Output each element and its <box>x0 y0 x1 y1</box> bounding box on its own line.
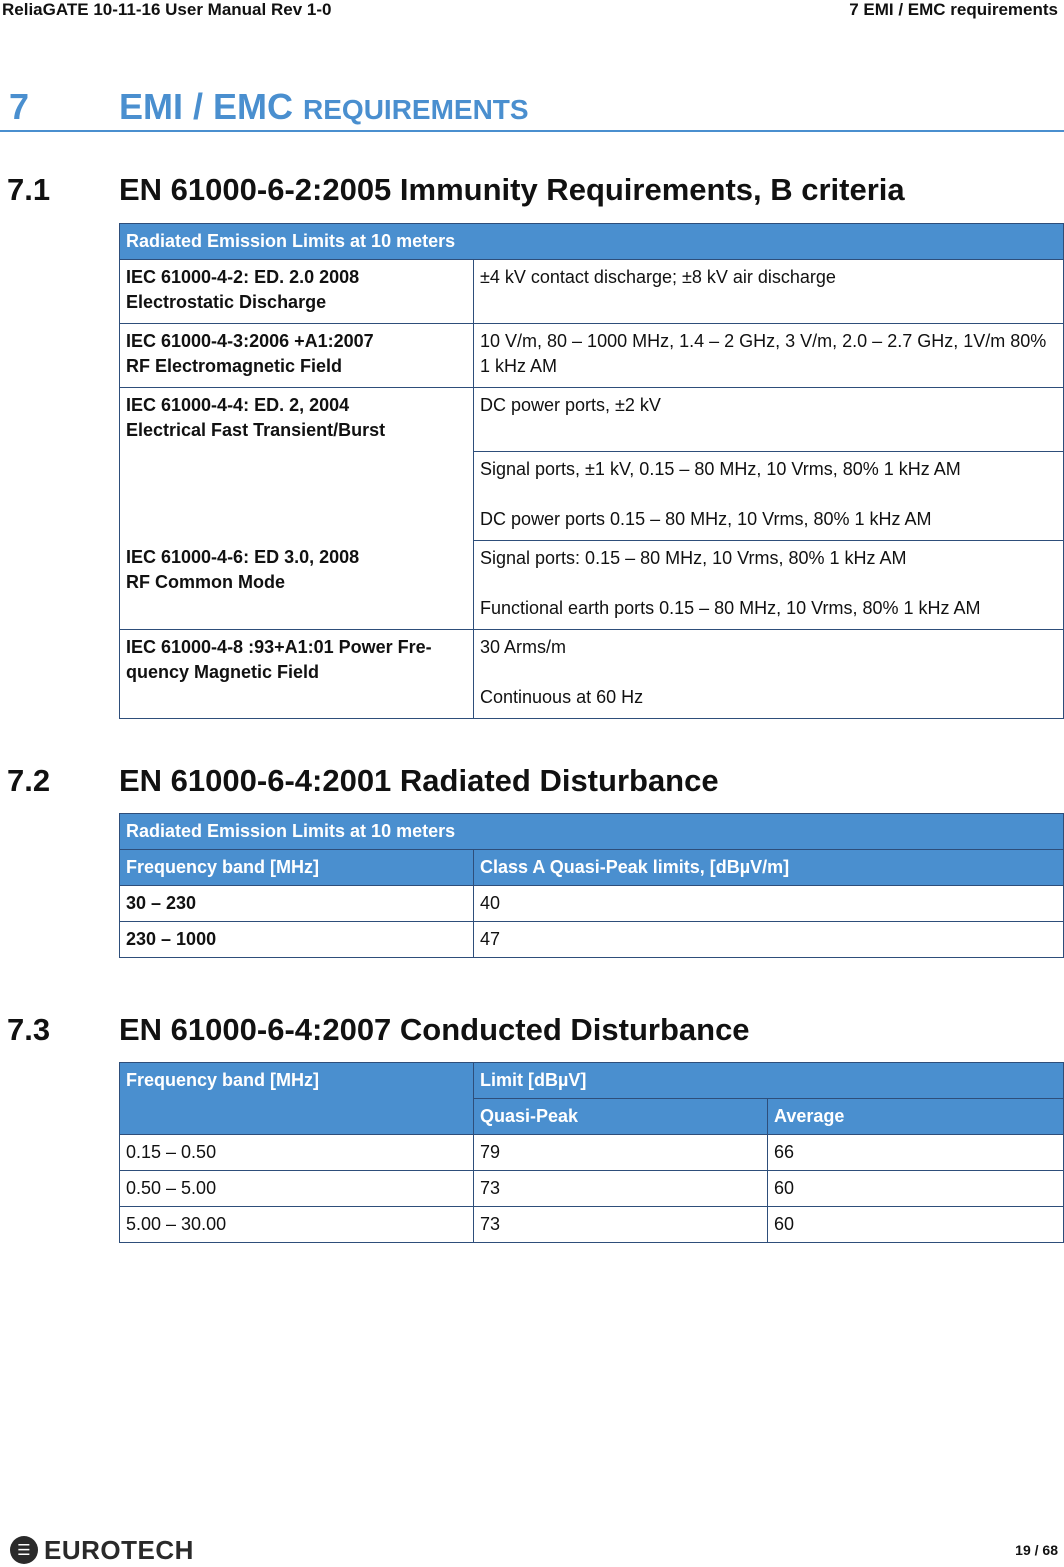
document-header-chapter: 7 EMI / EMC requirements <box>849 0 1058 19</box>
section-number: 7.2 <box>7 763 51 798</box>
table-header: Radiated Emission Limits at 10 meters <box>120 814 1064 850</box>
table-cell: 73 <box>474 1207 768 1243</box>
table-cell: DC power ports, ±2 kV <box>474 388 1064 452</box>
table-header-row <box>120 1063 1064 1099</box>
column-subheader: Average <box>768 1099 1064 1135</box>
table-row <box>120 388 1064 452</box>
table-cell: IEC 61000-4-3:2006 +A1:2007 RF Electromagnetic Field <box>120 324 474 388</box>
section-number: 7.3 <box>7 1012 51 1047</box>
table-cell: ±4 kV contact discharge; ±8 kV air discharge <box>474 260 1064 324</box>
table-row <box>120 922 1064 958</box>
table-cell: 10 V/m, 80 – 1000 MHz, 1.4 – 2 GHz, 3 V/m, 2.0 – 2.7 GHz, 1V/m 80% 1 kHz AM <box>474 324 1064 388</box>
table-row <box>120 1207 1064 1243</box>
chapter-heading <box>0 80 1064 132</box>
eurotech-logo <box>10 1533 194 1567</box>
table-cell: 230 – 1000 <box>120 922 474 958</box>
table-cell: 66 <box>768 1135 1064 1171</box>
immunity-table <box>119 223 1064 719</box>
page-number: 19 / 68 <box>1015 1542 1058 1558</box>
table-cell: 0.50 – 5.00 <box>120 1171 474 1207</box>
column-header: Frequency band [MHz] <box>120 850 474 886</box>
table-header-row <box>120 814 1064 850</box>
column-header: Frequency band [MHz] <box>120 1063 474 1135</box>
conducted-disturbance-table <box>119 1062 1064 1243</box>
table-cell: 30 – 230 <box>120 886 474 922</box>
table-cell: 0.15 – 0.50 <box>120 1135 474 1171</box>
table-cell: 47 <box>474 922 1064 958</box>
section-title: EN 61000-6-4:2007 Conducted Disturbance <box>119 1012 750 1047</box>
section-title: EN 61000-6-4:2001 Radiated Disturbance <box>119 763 719 798</box>
table-cell: Signal ports, ±1 kV, 0.15 – 80 MHz, 10 Vrms, 80% 1 kHz AM DC power ports 0.15 – 80 MHz, 10 Vrms, 80% 1 kHz AM <box>474 452 1064 541</box>
table-cell: 60 <box>768 1171 1064 1207</box>
table-header: Radiated Emission Limits at 10 meters <box>120 224 1064 260</box>
table-cell: 40 <box>474 886 1064 922</box>
table-cell: 79 <box>474 1135 768 1171</box>
column-header: Class A Quasi-Peak limits, [dBµV/m] <box>474 850 1064 886</box>
section-number: 7.1 <box>7 172 51 207</box>
table-cell: IEC 61000-4-8 :93+A1:01 Power Fre- quency Magnetic Field <box>120 630 474 719</box>
column-header: Limit [dBµV] <box>474 1063 1064 1099</box>
table-row <box>120 1171 1064 1207</box>
table-cell: IEC 61000-4-4: ED. 2, 2004 Electrical Fast Transient/Burst IEC 61000-4-6: ED 3.0, 2008 RF Common Mode <box>120 388 474 630</box>
table-row <box>120 886 1064 922</box>
radiated-disturbance-table <box>119 813 1064 958</box>
chapter-number: 7 <box>9 86 30 127</box>
table-row <box>120 1135 1064 1171</box>
table-cell: 30 Arms/m Continuous at 60 Hz <box>474 630 1064 719</box>
eurotech-logo-text: EUROTECH <box>44 1534 194 1565</box>
column-subheader: Quasi-Peak <box>474 1099 768 1135</box>
table-row <box>120 260 1064 324</box>
table-cell: Signal ports: 0.15 – 80 MHz, 10 Vrms, 80% 1 kHz AM Functional earth ports 0.15 – 80 MHz, 10 Vrms, 80% 1 kHz AM <box>474 541 1064 630</box>
table-header-row <box>120 224 1064 260</box>
table-cell: 60 <box>768 1207 1064 1243</box>
eurotech-logo-icon: ☰ <box>10 1536 38 1564</box>
chapter-title-main: EMI / EMC <box>119 86 304 127</box>
chapter-title-small: REQUIREMENTS <box>303 94 529 125</box>
table-header-row <box>120 850 1064 886</box>
section-title: EN 61000-6-2:2005 Immunity Requirements, B criteria <box>119 172 905 207</box>
table-row <box>120 630 1064 719</box>
table-cell: IEC 61000-4-2: ED. 2.0 2008 Electrostatic Discharge <box>120 260 474 324</box>
table-cell: 73 <box>474 1171 768 1207</box>
chapter-title <box>119 86 529 128</box>
table-row <box>120 324 1064 388</box>
document-header-title: ReliaGATE 10-11-16 User Manual Rev 1-0 <box>2 0 332 19</box>
table-cell: 5.00 – 30.00 <box>120 1207 474 1243</box>
